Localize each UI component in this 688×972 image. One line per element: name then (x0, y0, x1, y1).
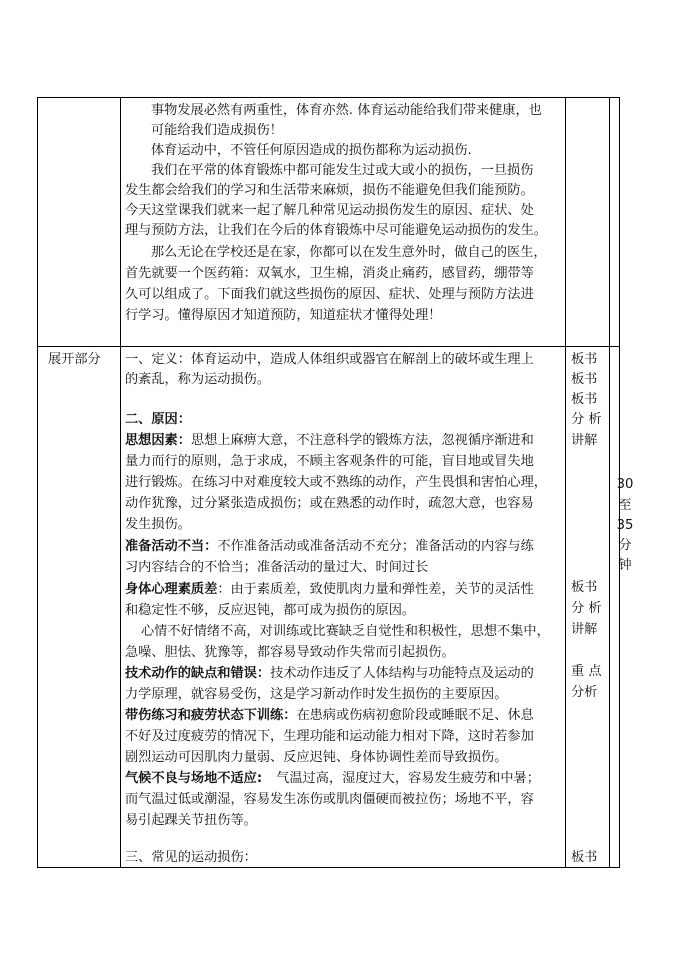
reason-text: 在患病或伤病初愈阶段或睡眠不足、休息 (296, 708, 534, 723)
column-divider (565, 97, 566, 868)
method-label: 分 析 (571, 412, 602, 427)
reason-line: 发生损伤。 (125, 517, 191, 532)
time-label: 30 (616, 477, 634, 492)
method-label: 分 析 (571, 601, 602, 616)
column-divider (120, 97, 121, 868)
intro-line: 我们在平常的体育锻炼中都可能发生过或大或小的损伤，一旦损伤 (151, 163, 534, 178)
reason-text: 不作准备活动或准备活动不充分；准备活动的内容与练 (217, 539, 534, 554)
reason-line: 进行锻炼。在练习中对难度较大或不熟练的动作，产生畏惧和害怕心理， (125, 475, 547, 490)
method-label: 板书 (571, 392, 598, 407)
intro-line: 首先就要一个医药箱：双氧水，卫生棉，消炎止痛药，感冒药，绷带等 (125, 266, 534, 281)
time-label: 钟 (618, 558, 632, 573)
method-label: 重 点 (571, 664, 602, 679)
reason-label: 思想因素： (125, 433, 191, 448)
reason-line: 动作犹豫，过分紧张造成损伤；或在熟悉的动作时，疏忽大意，也容易 (125, 496, 534, 511)
time-label: 分 (618, 538, 632, 553)
reason-line: 急噪、胆怯、犹豫等，都容易导致动作失常而引起损伤。 (125, 645, 455, 660)
method-label: 讲解 (571, 433, 598, 448)
reason-line: 心情不好情绪不高，对训练或比赛缺乏自觉性和积极性，思想不集中， (141, 624, 550, 639)
reason-label: 带伤练习和疲劳状态下训练： (125, 708, 297, 723)
row-divider (37, 346, 620, 347)
reason-label: 准备活动不当： (125, 539, 218, 554)
common-injuries-heading: 三、常见的运动损伤： (125, 850, 257, 865)
method-label: 分析 (571, 685, 598, 700)
intro-line: 可能给我们造成损伤！ (151, 123, 283, 138)
reason-line: 不好及过度疲劳的情况下，生理功能和运动能力相对下降，这时若参加 (125, 729, 534, 744)
reason-text: ：由于素质差，致使肌肉力量和弹性差，关节的灵活性 (217, 582, 534, 597)
intro-line: 理与预防方法，让我们在今后的体育锻炼中尽可能避免运动损伤的发生。 (125, 223, 547, 238)
reason-line (125, 580, 534, 600)
method-label: 讲解 (571, 622, 598, 637)
reason-line: 力学原理，就容易受伤，这是学习新动作时发生损伤的主要原因。 (125, 687, 508, 702)
intro-line: 那么无论在学校还是在家，你都可以在发生意外时，做自己的医生， (151, 245, 547, 260)
reason-line (125, 706, 534, 726)
section-label: 展开部分 (48, 352, 101, 367)
method-label: 板书 (571, 352, 598, 367)
definition-line: 一、定义：体育运动中，造成人体组织或器官在解剖上的破坏或生理上 (125, 352, 534, 367)
reason-line (125, 664, 534, 684)
intro-line: 今天这堂课我们就来一起了解几种常见运动损伤发生的原因、症状、处 (125, 203, 534, 218)
intro-line: 事物发展必然有两重性，体育亦然. 体育运动能给我们带来健康，也 (151, 103, 542, 118)
reason-line (125, 769, 565, 789)
reason-text: 思想上麻痹大意，不注意科学的锻炼方法，忽视循序渐进和 (190, 433, 534, 448)
intro-line: 发生都会给我们的学习和生活带来麻烦，损伤不能避免但我们能预防。 (125, 183, 534, 198)
reason-line: 和稳定性不够，反应迟钝，都可成为损伤的原因。 (125, 603, 416, 618)
intro-line: 体育运动中，不管任何原因造成的损伤都称为运动损伤. (151, 143, 472, 158)
reason-text: 技术动作违反了人体结构与功能特点及运动的 (270, 666, 534, 681)
definition-line: 的紊乱，称为运动损伤。 (125, 372, 271, 387)
method-label: 板书 (571, 372, 598, 387)
reason-line: 剧烈运动可因肌肉力量弱、反应迟钝、身体协调性差而导致损伤。 (125, 750, 508, 765)
reason-text: 气温过高，湿度过大，容易发生疲劳和中暑； (276, 771, 540, 786)
intro-line: 行学习。懂得原因才知道预防，知道症状才懂得处理！ (125, 308, 442, 323)
reason-line (125, 431, 534, 451)
reason-line: 习内容结合的不恰当；准备活动的量过大、时间过长 (125, 560, 429, 575)
method-label: 板书 (571, 580, 598, 595)
reason-label: 技术动作的缺点和错误： (125, 666, 271, 681)
reason-line: 而气温过低或潮湿，容易发生冻伤或肌肉僵硬而被拉伤；场地不平，容 (125, 792, 534, 807)
intro-line: 久可以组成了。下面我们就这些损伤的原因、症状、处理与预防方法进 (125, 287, 534, 302)
method-label: 板书 (571, 850, 598, 865)
reason-label: 身体心理素质差 (125, 582, 218, 597)
time-label: 35 (616, 518, 634, 533)
reason-line: 量力而行的原则，急于求成，不顾主客观条件的可能，盲目地或冒失地 (125, 454, 534, 469)
time-label: 至 (618, 498, 632, 513)
reason-line: 易引起踝关节扭伤等。 (125, 813, 257, 828)
reason-line (125, 537, 534, 557)
reason-label: 气候不良与场地不适应: (125, 771, 263, 786)
reason-heading: 二、原因： (125, 412, 191, 427)
